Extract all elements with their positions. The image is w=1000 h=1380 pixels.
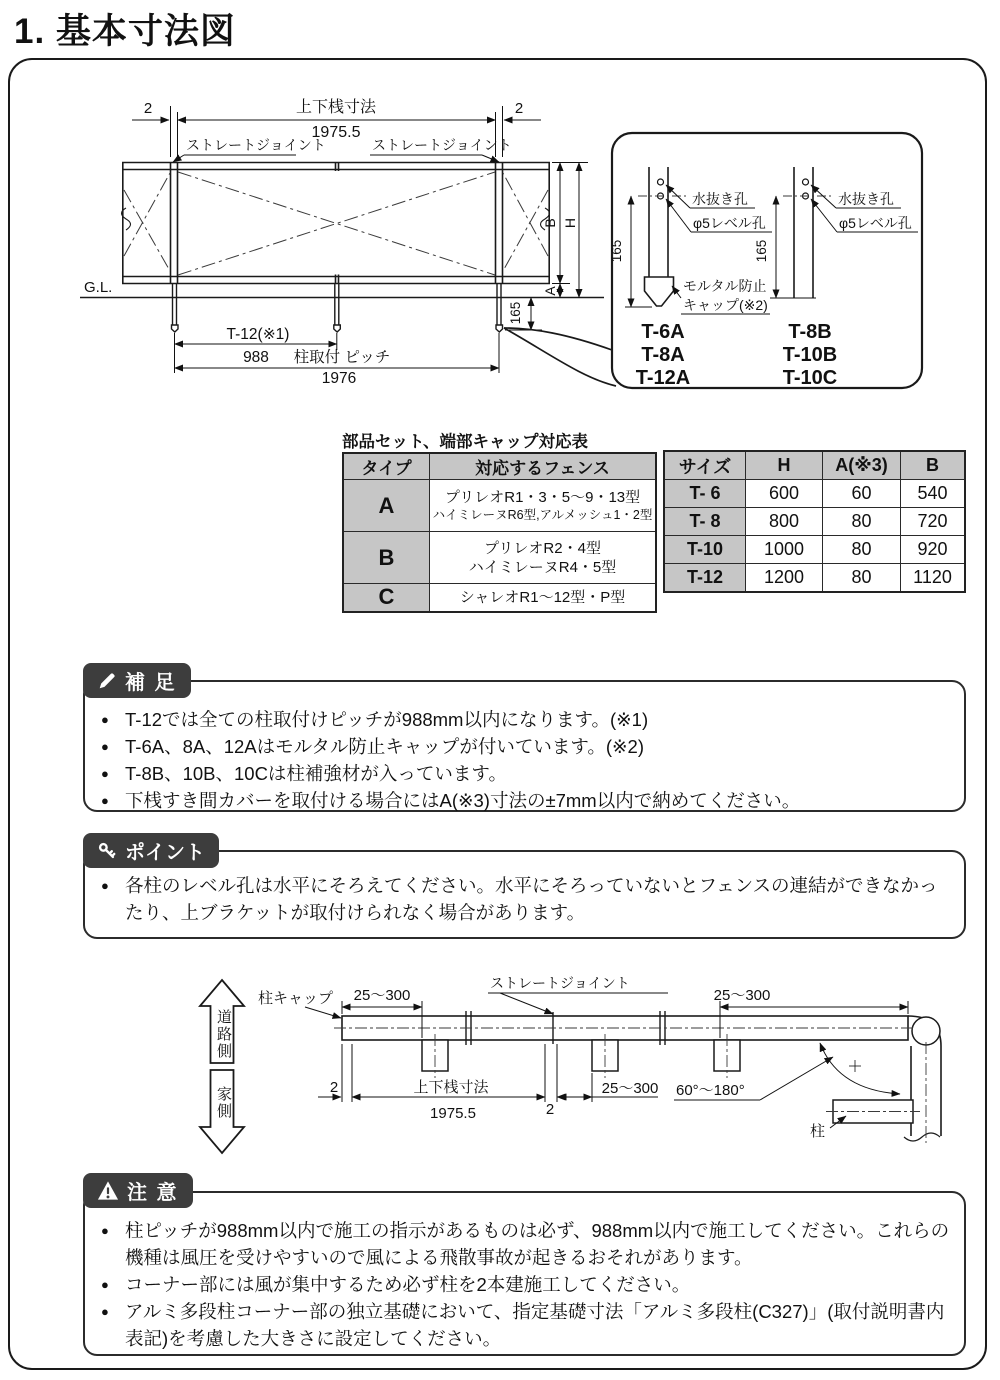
- cell-type: B: [343, 532, 430, 584]
- plan-diagram: [8, 953, 988, 1165]
- level-hole-label: φ5レベル孔: [693, 215, 766, 231]
- fence-line: プリレオR2・4型: [484, 539, 601, 557]
- table-row: [343, 584, 656, 612]
- elevation-diagram: [8, 88, 988, 400]
- joint-label-right: ストレートジョイント: [372, 137, 512, 153]
- table-row: [664, 508, 965, 536]
- rail-dim-label: 上下桟寸法: [295, 99, 377, 116]
- fence-line: ハイミレーヌR4・5型: [468, 558, 617, 576]
- t12-value: 988: [243, 349, 269, 366]
- note-item: ● 柱ピッチが988mm以内で施工の指示があるものは必ず、988mm以内で施工してください。これらの機種は風圧を受けやすいので風による飛散事故が起きるおそれがあります。: [99, 1217, 950, 1271]
- col-header-fence: 対応するフェンス: [430, 453, 657, 480]
- model-name: T-10B: [782, 344, 838, 366]
- post-label: 柱: [810, 1123, 826, 1140]
- joint-label: ストレートジョイント: [490, 975, 630, 991]
- note-item: ● 各柱のレベル孔は水平にそろえてください。水平にそろっていないとフェンスの連結ができなかったり、上ブラケットが取付けられなく場合があります。: [99, 872, 948, 926]
- dim-h-label: H: [562, 217, 578, 229]
- rail-dim-value: 1975.5: [430, 1105, 476, 1122]
- col-header-type: タイプ: [343, 453, 430, 480]
- cell-b: 920: [901, 536, 966, 564]
- span-mid-dim: 25〜300: [601, 1080, 659, 1097]
- size-table: [663, 450, 966, 593]
- cell-type: A: [343, 480, 430, 532]
- parts-table: [342, 452, 657, 613]
- post-detail-box: [504, 133, 922, 388]
- cell-a: 60: [823, 480, 901, 508]
- note-item: ● コーナー部には風が集中するため必ず柱を2本建施工してください。: [99, 1271, 950, 1298]
- gap-right-dim: 2: [514, 100, 524, 117]
- warning-icon: [97, 1180, 119, 1201]
- table-header-row: [664, 451, 965, 480]
- cell-h: 1000: [746, 536, 823, 564]
- supplement-badge: [83, 663, 191, 698]
- pitch-value: 1976: [321, 370, 357, 387]
- mortar-cap-label-1: モルタル防止: [683, 278, 767, 294]
- table-row: [664, 564, 965, 593]
- note-item: ● T-12では全ての柱取付けピッチが988mm以内になります。(※1): [99, 706, 948, 733]
- col-header-h: H: [746, 451, 823, 480]
- joint-label-left: ストレートジョイント: [186, 137, 326, 153]
- table-row: [664, 480, 965, 508]
- model-name: T-8A: [641, 344, 685, 366]
- cell-a: 80: [823, 564, 901, 593]
- model-name: T-6A: [641, 321, 685, 343]
- fence-line: ハイミレーヌR6型,アルメッシュ1・2型: [432, 507, 653, 522]
- drain-hole-label: 水抜き孔: [692, 191, 748, 207]
- cell-fence: [430, 584, 657, 612]
- post-cap-label: 柱キャップ: [258, 990, 334, 1007]
- point-badge-label: ポイント: [125, 842, 205, 864]
- angle-range-label: 60°〜180°: [676, 1082, 745, 1099]
- cell-b: 540: [901, 480, 966, 508]
- dim-a-label: A: [542, 286, 558, 296]
- cell-a: 80: [823, 508, 901, 536]
- cell-a: 80: [823, 536, 901, 564]
- span-right-dim: 25〜300: [713, 987, 771, 1004]
- col-header-a: A(※3): [823, 451, 901, 480]
- fence-line: シャレオR1〜12型・P型: [459, 588, 626, 606]
- fence-line: プリレオR1・3・5〜9・13型: [444, 488, 641, 506]
- gap-left-dim: 2: [143, 100, 153, 117]
- cell-h: 600: [746, 480, 823, 508]
- cell-size: T- 6: [664, 480, 746, 508]
- table-row: [343, 532, 656, 584]
- note-item: ● T-6A、8A、12Aはモルタル防止キャップが付いています。(※2): [99, 733, 948, 760]
- road-side-label: 道路側: [215, 1009, 232, 1060]
- level-hole-label: φ5レベル孔: [839, 215, 912, 231]
- table-row: [343, 480, 656, 532]
- rail-dim-label: 上下桟寸法: [413, 1079, 489, 1096]
- supplement-badge-label: 補 足: [125, 672, 177, 694]
- house-side-label: 家側: [215, 1086, 232, 1120]
- table-row: [664, 536, 965, 564]
- caution-box: [83, 1191, 966, 1356]
- point-badge: [83, 833, 219, 868]
- cell-type: C: [343, 584, 430, 612]
- drain-hole-label: 水抜き孔: [838, 191, 894, 207]
- dim-b-label: B: [542, 218, 558, 228]
- embed-dim-label: 165: [508, 301, 523, 325]
- mortar-cap-label-2: キャップ(※2): [683, 297, 768, 313]
- cell-fence: [430, 480, 657, 532]
- fence-panel: [80, 162, 604, 332]
- supplement-box: [83, 680, 966, 812]
- gap-left-dim: 2: [329, 1079, 339, 1096]
- embed-dim-label: 165: [609, 239, 624, 263]
- parts-table-title: 部品セット、端部キャップ対応表: [342, 433, 589, 451]
- cell-h: 1200: [746, 564, 823, 593]
- caution-badge-label: 注 意: [127, 1182, 179, 1204]
- table-header-row: [343, 453, 656, 480]
- cell-h: 800: [746, 508, 823, 536]
- cell-size: T-12: [664, 564, 746, 593]
- model-name: T-12A: [635, 367, 691, 389]
- direction-arrows: [200, 980, 244, 1153]
- model-name: T-8B: [788, 321, 832, 343]
- caution-badge: [83, 1173, 193, 1208]
- cell-size: T- 8: [664, 508, 746, 536]
- t12-note: T-12(※1): [226, 326, 290, 343]
- cell-size: T-10: [664, 536, 746, 564]
- cell-b: 720: [901, 508, 966, 536]
- gap-mid-dim: 2: [545, 1101, 555, 1118]
- note-item: ● T-8B、10B、10Cは柱補強材が入っています。: [99, 760, 948, 787]
- col-header-size: サイズ: [664, 451, 746, 480]
- ground-label: G.L.: [84, 279, 113, 296]
- key-icon: [97, 841, 117, 861]
- rail-dim-value: 1975.5: [311, 124, 361, 141]
- model-name: T-10C: [782, 367, 838, 389]
- embed-dim-label: 165: [754, 239, 769, 263]
- note-item: ● アルミ多段柱コーナー部の独立基礎において、指定基礎寸法「アルミ多段柱(C327)」(取付説明書内表記)を考慮した大きさに設定してください。: [99, 1298, 950, 1352]
- col-header-b: B: [901, 451, 966, 480]
- pitch-label: 柱取付 ピッチ: [293, 349, 391, 366]
- note-item: ● 下桟すき間カバーを取付ける場合にはA(※3)寸法の±7mm以内で納めてください。: [99, 787, 948, 814]
- cell-fence: [430, 532, 657, 584]
- pencil-icon: [97, 671, 117, 691]
- page-title: 1. 基本寸法図: [14, 12, 236, 51]
- cell-b: 1120: [901, 564, 966, 593]
- span-left-dim: 25〜300: [353, 987, 411, 1004]
